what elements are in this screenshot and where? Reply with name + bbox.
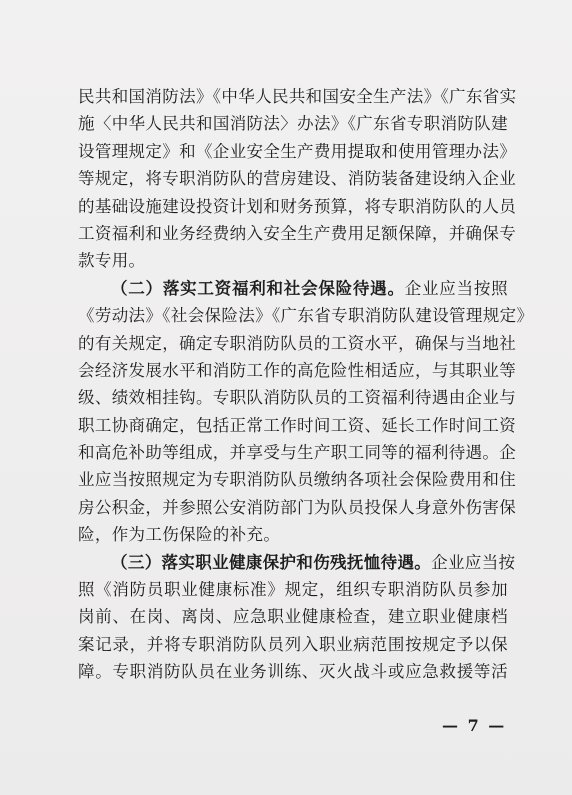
text-span: 企业应当按照	[404, 278, 508, 298]
paragraph-1	[78, 83, 517, 275]
text-line: 施〈中华人民共和国消防法〉办法》《广东省专职消防队建	[78, 114, 508, 134]
text-line: 民共和国消防法》《中华人民共和国安全生产法》《广东省实	[78, 87, 517, 106]
page-number: — 7 —	[442, 716, 507, 735]
section-heading: （二）落实工资福利和社会保险待遇。	[111, 278, 405, 298]
text-line: 职工协商确定，包括正常工作时间工资、延长工作时间工资	[78, 415, 517, 435]
text-line: 的有关规定，确定专职消防队员的工资水平，确保与当地社	[78, 333, 517, 353]
text-span: 企业应当按	[431, 552, 516, 572]
text-line: 的基础设施建设投资计划和财务预算，将专职消防队的人员	[78, 196, 517, 216]
paragraph-2	[78, 275, 534, 549]
document-body	[78, 83, 534, 686]
text-line: 等规定，将专职消防队的营房建设、消防装备建设纳入企业	[78, 169, 517, 189]
text-line: 案记录，并将专职消防队员列入职业病范围按规定予以保	[78, 634, 508, 654]
text-line: 险，作为工伤保险的补充。	[78, 525, 281, 545]
text-line: 照《消防员职业健康标准》规定，组织专职消防队员参加	[78, 580, 508, 600]
text-line: 工资福利和业务经费纳入安全生产费用足额保障，并确保专	[78, 223, 517, 243]
section-heading: （三）落实职业健康保护和伤残抚恤待遇。	[111, 552, 432, 572]
text-line: 《劳动法》《社会保险法》《广东省专职消防队建设管理规定》	[78, 306, 534, 326]
text-line: 障。专职消防队员在业务训练、灭火战斗或应急救援等活	[78, 662, 508, 682]
paragraph-2-first-line	[78, 275, 508, 302]
text-line: 会经济发展水平和消防工作的高危险性相适应，与其职业等	[78, 360, 517, 380]
text-line: 房公积金，并参照公安消防部门为队员投保人身意外伤害保	[78, 497, 517, 517]
paragraph-3	[78, 549, 516, 686]
text-line: 业应当按照规定为专职消防队员缴纳各项社会保险费用和住	[78, 470, 517, 490]
text-line: 设管理规定》和《企业安全生产费用提取和使用管理办法》	[78, 141, 517, 161]
paragraph-3-first-line	[78, 549, 516, 576]
text-line: 和高危补助等组成，并享受与生产职工同等的福利待遇。企	[78, 443, 517, 463]
text-line: 款专用。	[78, 251, 146, 271]
text-line: 级、绩效相挂钩。专职队消防队员的工资福利待遇由企业与	[78, 388, 517, 408]
text-line: 岗前、在岗、离岗、应急职业健康检查，建立职业健康档	[78, 607, 508, 627]
